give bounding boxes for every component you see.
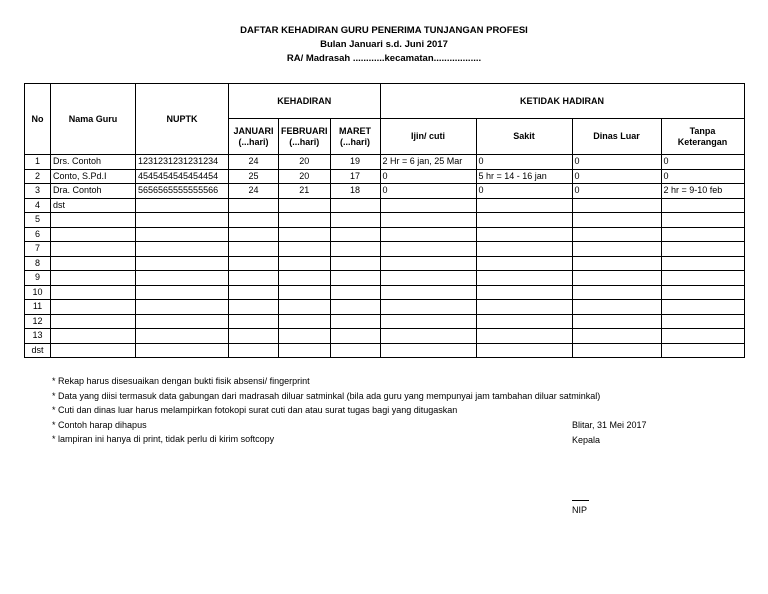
cell-ijin-cuti: 0 (380, 169, 476, 184)
col-header-ijin-cuti: Ijin/ cuti (380, 119, 476, 155)
cell-nama-guru: Dra. Contoh (51, 184, 136, 199)
cell-dinas-luar (572, 256, 661, 271)
signature-role: Kepala (572, 434, 601, 445)
table-row (25, 155, 745, 170)
cell-sakit (476, 256, 572, 271)
cell-januari (229, 256, 279, 271)
cell-februari (279, 198, 331, 213)
cell-nama-guru: Drs. Contoh (51, 155, 136, 170)
cell-no: 8 (25, 256, 51, 271)
col-header-nuptk: NUPTK (136, 84, 229, 155)
cell-tanpa-keterangan: 2 hr = 9-10 feb (661, 184, 744, 199)
col-header-maret: MARET (...hari) (330, 119, 380, 155)
cell-dinas-luar (572, 213, 661, 228)
cell-nuptk (136, 227, 229, 242)
cell-nama-guru: dst (51, 198, 136, 213)
table-row (25, 184, 745, 199)
cell-februari (279, 343, 331, 358)
cell-februari: 20 (279, 155, 331, 170)
cell-februari (279, 300, 331, 315)
cell-nuptk (136, 314, 229, 329)
cell-tanpa-keterangan: 0 (661, 169, 744, 184)
cell-januari (229, 198, 279, 213)
notes-list (52, 374, 600, 447)
cell-nama-guru (51, 329, 136, 344)
cell-januari (229, 227, 279, 242)
cell-sakit (476, 300, 572, 315)
cell-tanpa-keterangan (661, 227, 744, 242)
cell-februari (279, 256, 331, 271)
table-row (25, 256, 745, 271)
cell-ijin-cuti: 0 (380, 184, 476, 199)
cell-nuptk: 1231231231231234 (136, 155, 229, 170)
col-header-tanpa-keterangan: Tanpa Keterangan (661, 119, 744, 155)
cell-maret (330, 329, 380, 344)
col-header-nama-guru: Nama Guru (51, 84, 136, 155)
cell-nama-guru (51, 343, 136, 358)
cell-ijin-cuti (380, 271, 476, 286)
cell-no: 4 (25, 198, 51, 213)
cell-nama-guru (51, 314, 136, 329)
cell-nama-guru (51, 242, 136, 257)
cell-dinas-luar (572, 314, 661, 329)
cell-no: 11 (25, 300, 51, 315)
cell-februari (279, 271, 331, 286)
cell-dinas-luar (572, 227, 661, 242)
cell-tanpa-keterangan (661, 343, 744, 358)
cell-no: 13 (25, 329, 51, 344)
cell-no: 3 (25, 184, 51, 199)
cell-ijin-cuti (380, 198, 476, 213)
cell-nama-guru (51, 300, 136, 315)
signature-nip-label: NIP (572, 505, 588, 515)
cell-ijin-cuti (380, 343, 476, 358)
cell-februari: 21 (279, 184, 331, 199)
cell-nuptk (136, 271, 229, 286)
note-item: * lampiran ini hanya di print, tidak perlu di kirim softcopy (52, 434, 275, 445)
cell-januari (229, 343, 279, 358)
table-row (25, 343, 745, 358)
cell-ijin-cuti (380, 285, 476, 300)
table-row (25, 198, 745, 213)
cell-maret: 19 (330, 155, 380, 170)
cell-nama-guru (51, 285, 136, 300)
cell-ijin-cuti (380, 329, 476, 344)
cell-nuptk (136, 213, 229, 228)
col-header-dinas-luar: Dinas Luar (572, 119, 661, 155)
signature-block (572, 418, 647, 447)
cell-januari (229, 300, 279, 315)
cell-ijin-cuti (380, 314, 476, 329)
cell-maret: 18 (330, 184, 380, 199)
cell-dinas-luar (572, 300, 661, 315)
cell-ijin-cuti: 2 Hr = 6 jan, 25 Mar (380, 155, 476, 170)
note-item: * Contoh harap dihapus (52, 419, 147, 430)
cell-sakit (476, 285, 572, 300)
cell-maret (330, 242, 380, 257)
cell-nama-guru: Conto, S.Pd.I (51, 169, 136, 184)
cell-nama-guru (51, 271, 136, 286)
table-row (25, 169, 745, 184)
cell-tanpa-keterangan (661, 314, 744, 329)
cell-dinas-luar (572, 285, 661, 300)
cell-nuptk: 4545454545454454 (136, 169, 229, 184)
table-row (25, 242, 745, 257)
cell-februari (279, 285, 331, 300)
cell-dinas-luar: 0 (572, 155, 661, 170)
table-row (25, 314, 745, 329)
cell-ijin-cuti (380, 227, 476, 242)
cell-dinas-luar (572, 343, 661, 358)
cell-februari (279, 329, 331, 344)
cell-maret (330, 300, 380, 315)
cell-tanpa-keterangan (661, 285, 744, 300)
cell-januari: 24 (229, 155, 279, 170)
cell-no: 9 (25, 271, 51, 286)
cell-no: 7 (25, 242, 51, 257)
cell-januari (229, 271, 279, 286)
cell-maret (330, 271, 380, 286)
document-period: Bulan Januari s.d. Juni 2017 (320, 39, 448, 50)
cell-januari: 24 (229, 184, 279, 199)
cell-ijin-cuti (380, 300, 476, 315)
cell-tanpa-keterangan (661, 300, 744, 315)
table-row (25, 329, 745, 344)
cell-nuptk: 5656565555555566 (136, 184, 229, 199)
cell-januari: 25 (229, 169, 279, 184)
table-row (25, 285, 745, 300)
cell-tanpa-keterangan (661, 256, 744, 271)
cell-no: 10 (25, 285, 51, 300)
cell-nama-guru (51, 256, 136, 271)
cell-no: dst (25, 343, 51, 358)
cell-februari (279, 213, 331, 228)
col-header-ketidakhadiran: KETIDAK HADIRAN (380, 84, 744, 119)
cell-dinas-luar: 0 (572, 184, 661, 199)
cell-februari (279, 227, 331, 242)
cell-maret (330, 227, 380, 242)
table-row (25, 300, 745, 315)
col-header-kehadiran: KEHADIRAN (229, 84, 381, 119)
table-row (25, 271, 745, 286)
cell-nuptk (136, 242, 229, 257)
cell-maret (330, 314, 380, 329)
cell-no: 1 (25, 155, 51, 170)
cell-januari (229, 242, 279, 257)
cell-ijin-cuti (380, 256, 476, 271)
cell-ijin-cuti (380, 242, 476, 257)
cell-sakit (476, 343, 572, 358)
cell-dinas-luar (572, 198, 661, 213)
cell-februari (279, 314, 331, 329)
cell-maret: 17 (330, 169, 380, 184)
cell-ijin-cuti (380, 213, 476, 228)
col-header-no: No (25, 84, 51, 155)
cell-sakit (476, 329, 572, 344)
cell-sakit (476, 271, 572, 286)
cell-dinas-luar: 0 (572, 169, 661, 184)
cell-tanpa-keterangan (661, 242, 744, 257)
table-row (25, 227, 745, 242)
cell-nuptk (136, 300, 229, 315)
cell-maret (330, 198, 380, 213)
note-item: * Cuti dan dinas luar harus melampirkan fotokopi surat cuti dan atau surat tugas bagi yang ditugaskan (52, 405, 458, 416)
signature-line (572, 500, 589, 501)
document-title: DAFTAR KEHADIRAN GURU PENERIMA TUNJANGAN PROFESI (240, 25, 528, 36)
cell-no: 6 (25, 227, 51, 242)
cell-sakit (476, 198, 572, 213)
cell-maret (330, 213, 380, 228)
cell-januari (229, 213, 279, 228)
cell-sakit: 0 (476, 184, 572, 199)
cell-maret (330, 256, 380, 271)
cell-dinas-luar (572, 329, 661, 344)
cell-tanpa-keterangan (661, 329, 744, 344)
table-row (25, 213, 745, 228)
cell-dinas-luar (572, 271, 661, 286)
cell-nuptk (136, 198, 229, 213)
cell-no: 5 (25, 213, 51, 228)
cell-nama-guru (51, 227, 136, 242)
cell-sakit: 5 hr = 14 - 16 jan (476, 169, 572, 184)
cell-sakit (476, 314, 572, 329)
cell-no: 12 (25, 314, 51, 329)
cell-maret (330, 343, 380, 358)
cell-sakit: 0 (476, 155, 572, 170)
cell-nuptk (136, 343, 229, 358)
cell-sakit (476, 213, 572, 228)
cell-no: 2 (25, 169, 51, 184)
cell-tanpa-keterangan (661, 213, 744, 228)
cell-tanpa-keterangan (661, 271, 744, 286)
cell-sakit (476, 242, 572, 257)
cell-sakit (476, 227, 572, 242)
attendance-table (24, 83, 745, 358)
cell-maret (330, 285, 380, 300)
cell-januari (229, 329, 279, 344)
note-item: * Rekap harus disesuaikan dengan bukti fisik absensi/ fingerprint (52, 376, 310, 386)
cell-nama-guru (51, 213, 136, 228)
document-institution: RA/ Madrasah ............kecamatan.................. (286, 53, 482, 64)
cell-februari (279, 242, 331, 257)
cell-dinas-luar (572, 242, 661, 257)
cell-nuptk (136, 256, 229, 271)
col-header-januari: JANUARI (...hari) (229, 119, 279, 155)
cell-januari (229, 314, 279, 329)
cell-februari: 20 (279, 169, 331, 184)
document-title-block (0, 24, 768, 66)
note-item: * Data yang diisi termasuk data gabungan dari madrasah diluar satminkal (bila ada guru yang mempunyai jam tambahan diluar satminkal) (52, 390, 601, 401)
cell-nuptk (136, 285, 229, 300)
cell-tanpa-keterangan (661, 198, 744, 213)
signature-place-date: Blitar, 31 Mei 2017 (572, 420, 647, 430)
cell-nuptk (136, 329, 229, 344)
col-header-sakit: Sakit (476, 119, 572, 155)
cell-tanpa-keterangan: 0 (661, 155, 744, 170)
col-header-februari: FEBRUARI (...hari) (279, 119, 331, 155)
cell-januari (229, 285, 279, 300)
